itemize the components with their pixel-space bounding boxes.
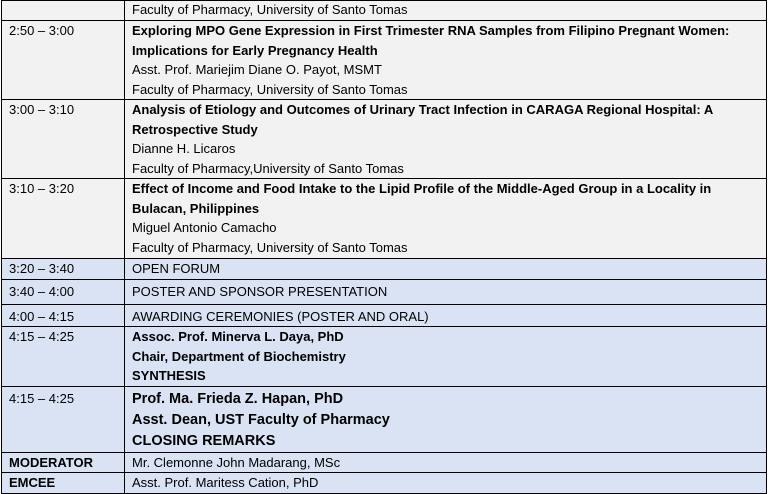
role-cell: EMCEE bbox=[2, 473, 125, 494]
time-cell: 4:00 – 4:15 bbox=[2, 304, 125, 327]
speaker-name: Assoc. Prof. Minerva L. Daya, PhD bbox=[132, 329, 344, 344]
time-cell: 4:15 – 4:25 bbox=[2, 327, 125, 387]
program-schedule-table bbox=[1, 0, 767, 494]
details-cell bbox=[125, 21, 767, 100]
time-cell: 3:10 – 3:20 bbox=[2, 179, 125, 259]
presenter-name: Miguel Antonio Camacho bbox=[132, 220, 277, 235]
session-label: SYNTHESIS bbox=[132, 368, 206, 383]
speaker-position: Asst. Dean, UST Faculty of Pharmacy bbox=[132, 411, 390, 428]
moderator-name: Mr. Clemonne John Madarang, MSc bbox=[132, 454, 341, 470]
details-cell bbox=[125, 179, 767, 259]
details-cell bbox=[125, 327, 767, 387]
details-cell bbox=[125, 259, 767, 280]
details-cell bbox=[125, 386, 767, 452]
session-label: AWARDING CEREMONIES (POSTER AND ORAL) bbox=[132, 308, 429, 324]
time-cell: 2:50 – 3:00 bbox=[2, 21, 125, 100]
time-cell: 4:15 – 4:25 bbox=[2, 386, 125, 452]
details-cell bbox=[125, 100, 767, 179]
table-row bbox=[2, 100, 767, 179]
time-cell: 3:00 – 3:10 bbox=[2, 100, 125, 179]
session-label: POSTER AND SPONSOR PRESENTATION bbox=[132, 283, 388, 299]
affiliation-text: Faculty of Pharmacy,University of Santo Tomas bbox=[132, 160, 404, 176]
presentation-title: Effect of Income and Food Intake to the Lipid Profile of the Middle-Aged Group in a Locality in Bulacan, Philippines bbox=[132, 181, 712, 216]
table-row bbox=[2, 179, 767, 259]
table-row bbox=[2, 304, 767, 327]
presenter-name: Asst. Prof. Mariejim Diane O. Payot, MSMT bbox=[132, 62, 382, 77]
details-cell bbox=[125, 304, 767, 327]
session-label: CLOSING REMARKS bbox=[132, 432, 276, 449]
table-row bbox=[2, 386, 767, 452]
details-cell bbox=[125, 452, 767, 473]
details-cell bbox=[125, 279, 767, 304]
details-cell bbox=[125, 1, 767, 21]
affiliation-text: Faculty of Pharmacy, University of Santo Tomas bbox=[132, 2, 408, 17]
affiliation-text: Faculty of Pharmacy, University of Santo Tomas bbox=[132, 239, 408, 255]
table-row bbox=[2, 279, 767, 304]
time-cell: 3:20 – 3:40 bbox=[2, 259, 125, 280]
session-label: OPEN FORUM bbox=[132, 261, 221, 276]
table-row bbox=[2, 259, 767, 280]
table-row bbox=[2, 473, 767, 494]
presentation-title: Analysis of Etiology and Outcomes of Urinary Tract Infection in CARAGA Regional Hospital: A Retrospective Study bbox=[132, 102, 713, 137]
affiliation-text: Faculty of Pharmacy, University of Santo Tomas bbox=[132, 81, 408, 97]
time-cell: 3:40 – 4:00 bbox=[2, 279, 125, 304]
table-row bbox=[2, 452, 767, 473]
emcee-name: Asst. Prof. Maritess Cation, PhD bbox=[132, 475, 319, 490]
presentation-title: Exploring MPO Gene Expression in First Trimester RNA Samples from Filipino Pregnant Women: Implications for Early Pregnancy Health bbox=[132, 23, 730, 58]
presenter-name: Dianne H. Licaros bbox=[132, 141, 236, 156]
table-row bbox=[2, 21, 767, 100]
speaker-name: Prof. Ma. Frieda Z. Hapan, PhD bbox=[132, 390, 344, 407]
details-cell bbox=[125, 473, 767, 494]
time-cell bbox=[2, 1, 125, 21]
role-cell: MODERATOR bbox=[2, 452, 125, 473]
table-row bbox=[2, 327, 767, 387]
speaker-position: Chair, Department of Biochemistry bbox=[132, 348, 346, 364]
table-row bbox=[2, 1, 767, 21]
